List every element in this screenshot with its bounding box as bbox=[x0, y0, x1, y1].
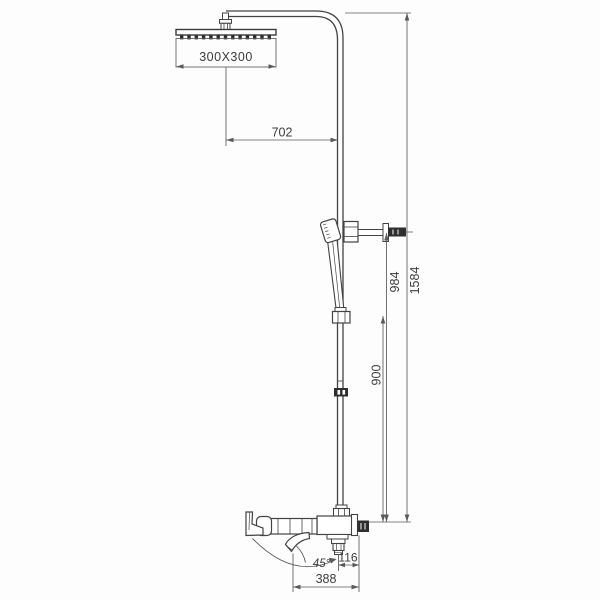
coupling-nut bbox=[333, 312, 351, 324]
hose-outlet-collar bbox=[332, 539, 346, 544]
mixer-valve bbox=[246, 505, 369, 555]
riser-fittings bbox=[333, 308, 351, 397]
dim-45deg-label: 45° bbox=[312, 558, 331, 570]
hand-shower-bracket bbox=[344, 222, 413, 243]
dimension-702 bbox=[226, 67, 338, 146]
spout-swivel-ghost-line bbox=[297, 546, 306, 563]
tub-spout bbox=[286, 533, 310, 563]
head-plate bbox=[176, 30, 276, 36]
dim-984-label: 984 bbox=[388, 271, 402, 293]
hose-outlet-hex bbox=[333, 544, 344, 551]
dim-116-label: 116 bbox=[338, 550, 358, 565]
dim-1584-label: 1584 bbox=[408, 266, 422, 295]
dim-900-label: 900 bbox=[369, 364, 384, 386]
vertical-dimensions bbox=[345, 13, 411, 522]
hand-shower-handle bbox=[328, 239, 345, 312]
bracket-rod bbox=[358, 230, 383, 236]
hand-shower bbox=[320, 218, 344, 312]
vertical-dimension-arrows bbox=[381, 13, 410, 522]
mixer-threaded-nipple bbox=[358, 521, 370, 533]
head-swivel-connector bbox=[223, 13, 229, 20]
pipe-clamp bbox=[334, 388, 348, 397]
head-size-dimension-box bbox=[176, 39, 276, 69]
head-size-label: 300X300 bbox=[199, 50, 253, 64]
shower-arm-and-riser-pipe bbox=[226, 11, 343, 513]
slider-block bbox=[344, 222, 358, 243]
mixer-wall-flange bbox=[352, 515, 358, 536]
dim-702-label: 702 bbox=[271, 125, 293, 140]
inlet-nut bbox=[334, 509, 350, 517]
mixer-body bbox=[317, 516, 352, 535]
threaded-pin bbox=[389, 228, 406, 236]
dim-388-label: 388 bbox=[315, 572, 337, 586]
